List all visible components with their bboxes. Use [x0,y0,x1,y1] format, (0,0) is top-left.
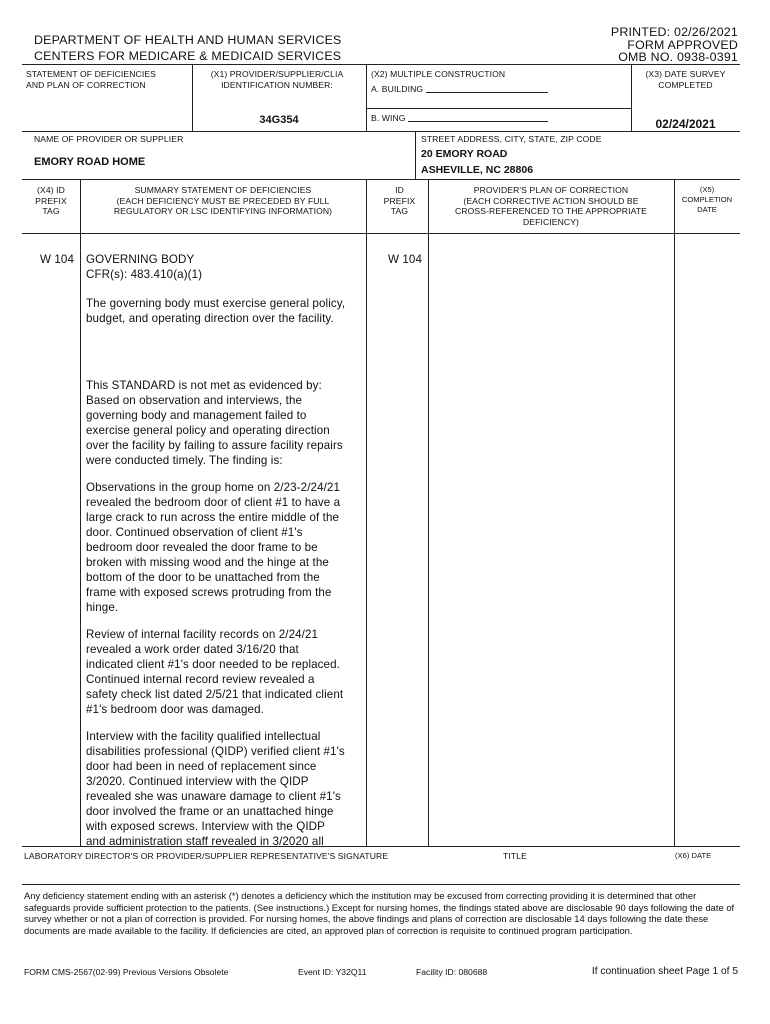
event-id: Event ID: Y32Q11 [298,967,367,977]
deficiency-paragraph: The governing body must exercise general policy, budget, and operating direction over the facility. [86,297,346,325]
page-indicator: If continuation sheet Page 1 of 5 [591,966,738,977]
title-label: TITLE [503,851,527,861]
agency-name: CENTERS FOR MEDICARE & MEDICAID SERVICES [34,49,342,63]
x4-header: (X4) ID PREFIX TAG [35,185,67,216]
x3-label: (X3) DATE SURVEY COMPLETED [645,69,726,90]
address-label: STREET ADDRESS, CITY, STATE, ZIP CODE [421,134,602,144]
deficiency-paragraph: Interview with the facility qualified intellectual disabilities professional (QIDP) verified client #1's door had been in need of replacement since 3/2020. Continued interview with the QIDP revealed she was unaware damage to client #1's door involved the frame or an unattached hinge with exposed screws. Interview with the QIDP and administration staff revealed in 3/2020 all [86,730,345,848]
deficiency-paragraph: Review of internal facility records on 2/24/21 revealed a work order dated 3/16/20 that indicated client #1's door needed to be replaced. Continued internal record review revealed a safety check list dated 2/5/21 that indicated client #1's bedroom door was damaged. [86,628,344,716]
deficiency-paragraph: This STANDARD is not met as evidenced by: Based on observation and interviews, the governing body and management failed to exercise general policy and operating direction over the facility by failing to assure facility repairs were conducted timely. The finding is: [86,379,343,467]
x6-date-label: (X6) DATE [675,851,712,860]
left-tag: W 104 [40,253,75,266]
survey-completed-date: 02/24/2021 [655,117,716,131]
id-prefix-header: ID PREFIX TAG [383,185,416,216]
x2-wing: B. WING [371,113,548,124]
disclaimer-text: Any deficiency statement ending with an asterisk (*) denotes a deficiency which the institution may be excused from correcting providing it is determined that other safeguards provide sufficient protection to the patients. (See instructions.) Except for nursing homes, the findings stated above are disclosable 90 days following the date of survey whether or not a plan of correction is provided. For nursing homes, the above findings and plans of correction are disclosable 14 days following the date these documents are made available to the facility. If deficiencies are cited, an approved plan of correction is requisite to continued program participation. [24,890,735,936]
right-tag: W 104 [388,253,423,266]
summary-header: SUMMARY STATEMENT OF DEFICIENCIES (EACH DEFICIENCY MUST BE PRECEDED BY FULL REGULATORY OR LSC IDENTIFYING INFORMATION) [113,185,333,216]
provider-name-label: NAME OF PROVIDER OR SUPPLIER [34,134,184,144]
x2-building: A. BUILDING [371,84,548,95]
omb-number: OMB NO. 0938-0391 [618,50,738,64]
department-name: DEPARTMENT OF HEALTH AND HUMAN SERVICES [34,33,342,47]
form-id: FORM CMS-2567(02-99) Previous Versions Obsolete [24,967,229,977]
statement-label: STATEMENT OF DEFICIENCIES AND PLAN OF CORRECTION [26,69,156,90]
deficiency-cfr: CFR(s): 483.410(a)(1) [86,268,203,281]
x5-header: (X5) COMPLETION DATE [681,185,733,214]
provider-id-number: 34G354 [259,114,299,126]
provider-name: EMORY ROAD HOME [34,156,146,168]
address-line-1: 20 EMORY ROAD [421,148,508,160]
deficiency-paragraph: Observations in the group home on 2/23-2/24/21 revealed the bedroom door of client #1 to have a large crack to run across the entire middle of the door. Continued observation of client #1's bedroom door revealed the door frame to be broken with missing wood and the hinge at the bottom of the door to be unattached from the frame with exposed screws protruding from the hinge. [86,481,341,614]
address-line-2: ASHEVILLE, NC 28806 [421,164,534,176]
x1-label: (X1) PROVIDER/SUPPLIER/CLIA IDENTIFICATION NUMBER: [210,69,344,90]
deficiency-title: GOVERNING BODY [86,253,195,266]
signature-label: LABORATORY DIRECTOR'S OR PROVIDER/SUPPLIER REPRESENTATIVE'S SIGNATURE [24,851,389,861]
deficiency-text [86,252,364,849]
x2-label: (X2) MULTIPLE CONSTRUCTION [371,69,506,79]
form-approved: FORM APPROVED [627,38,738,52]
printed-date: PRINTED: 02/26/2021 [610,25,738,39]
facility-id: Facility ID: 080688 [416,967,488,977]
plan-header: PROVIDER'S PLAN OF CORRECTION (EACH CORRECTIVE ACTION SHOULD BE CROSS-REFERENCED TO THE APPROPRIATE DEFICIENCY) [455,185,647,227]
